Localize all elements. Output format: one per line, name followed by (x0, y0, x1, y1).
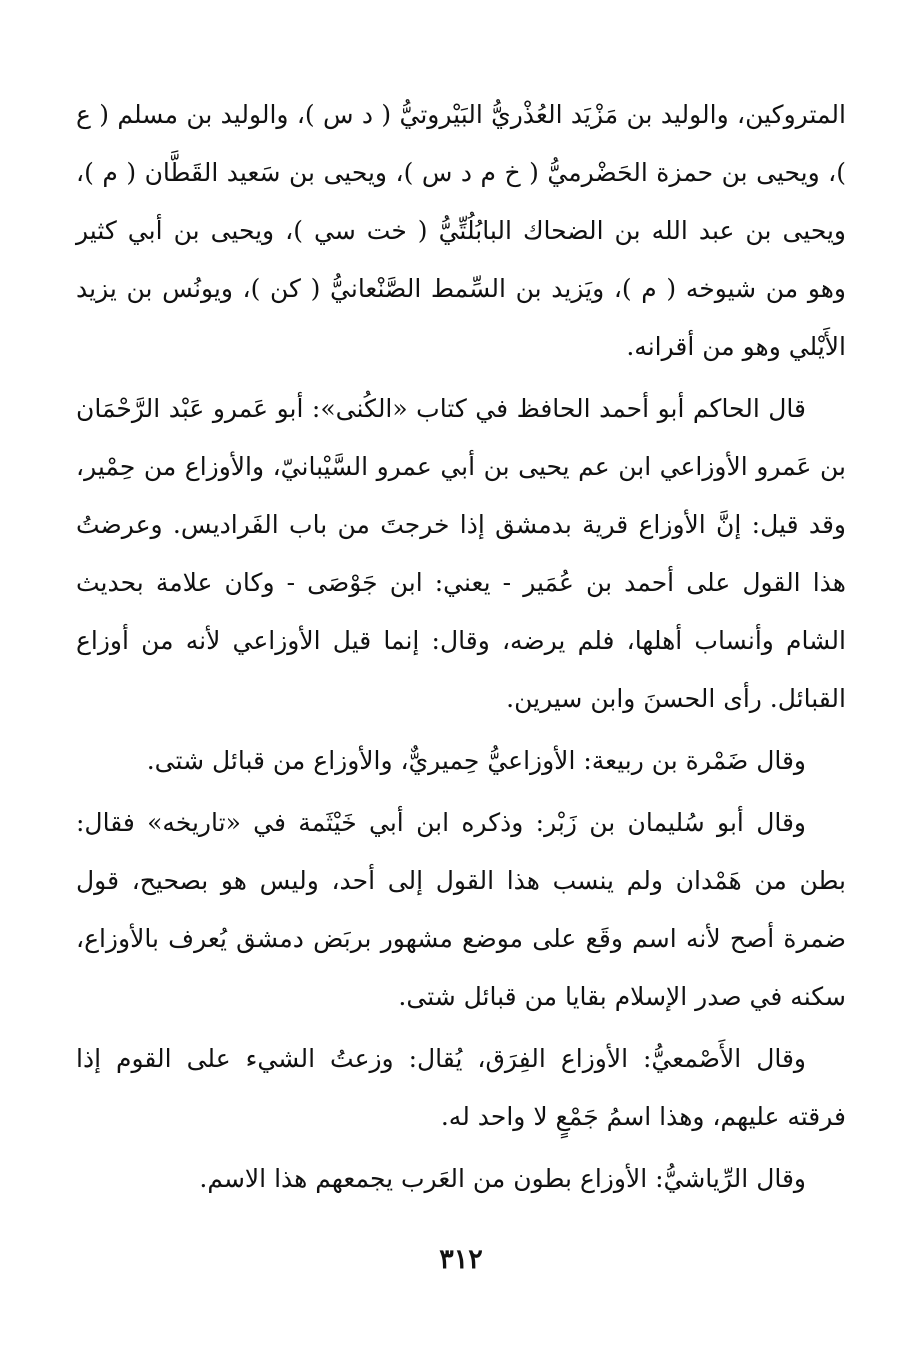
paragraph-damra-quote: وقال ضَمْرة بن ربيعة: الأوزاعيُّ حِميريٌّ، والأوزاع من قبائل شتى. (146, 746, 806, 775)
page-body (76, 86, 846, 1208)
paragraph-hakim-quote: قال الحاكم أبو أحمد الحافظ في كتاب «الكُنى»: أبو عَمرو عَبْد الرَّحْمَان بن عَمرو الأوزاعي ابن عم يحيى بن أبي عمرو السَّيْبانيّ، والأوزاع من حِمْير، وقد قيل: إنَّ الأوزاع قرية بدمشق إذا خرجتَ من باب الفَراديس. وعرضتُ هذا القول على أحمد بن عُمَير - يعني: ابن جَوْصَى - وكان علامة بحديث الشام وأنساب أهلها، فلم يرضه، وقال: إنما قيل الأوزاعي لأنه من أوزاع القبائل. رأى الحسنَ وابن سيرين. (76, 394, 846, 713)
page-number: ٣١٢ (439, 1244, 483, 1275)
paragraph-asmai-quote: وقال الأَصْمعيُّ: الأوزاع الفِرَق، يُقال: وزعتُ الشيء على القوم إذا فرقته عليهم، وهذا اسمُ جَمْعٍ لا واحد له. (76, 1044, 846, 1131)
paragraph-narrators-list: المتروكين، والوليد بن مَزْيَد العُذْريُّ البَيْروتيُّ ( د س )، والوليد بن مسلم ( ع )، ويحيى بن حمزة الحَضْرميُّ ( خ م د س )، ويحيى بن سَعيد القَطَّان ( م )، ويحيى بن عبد الله بن الضحاك البابُلُتِّيُّ ( خت سي )، ويحيى بن أبي كثير وهو من شيوخه ( م )، ويَزيد بن السِّمط الصَّنْعانيُّ ( كن )، ويونُس بن يزيد الأَيْلي وهو من أقرانه. (76, 100, 846, 361)
paragraph-zabr-quote: وقال أبو سُليمان بن زَبْر: وذكره ابن أبي خَيْثَمة في «تاريخه» فقال: بطن من هَمْدان ولم ينسب هذا القول إلى أحد، وليس هو بصحيح، قول ضمرة أصح لأنه اسم وقَع على موضع مشهور بربَض دمشق يُعرف بالأوزاع، سكنه في صدر الإسلام بقايا من قبائل شتى. (76, 808, 846, 1011)
paragraph-riyashi-quote: وقال الرِّياشيُّ: الأوزاع بطون من العَرب يجمعهم هذا الاسم. (199, 1164, 806, 1193)
